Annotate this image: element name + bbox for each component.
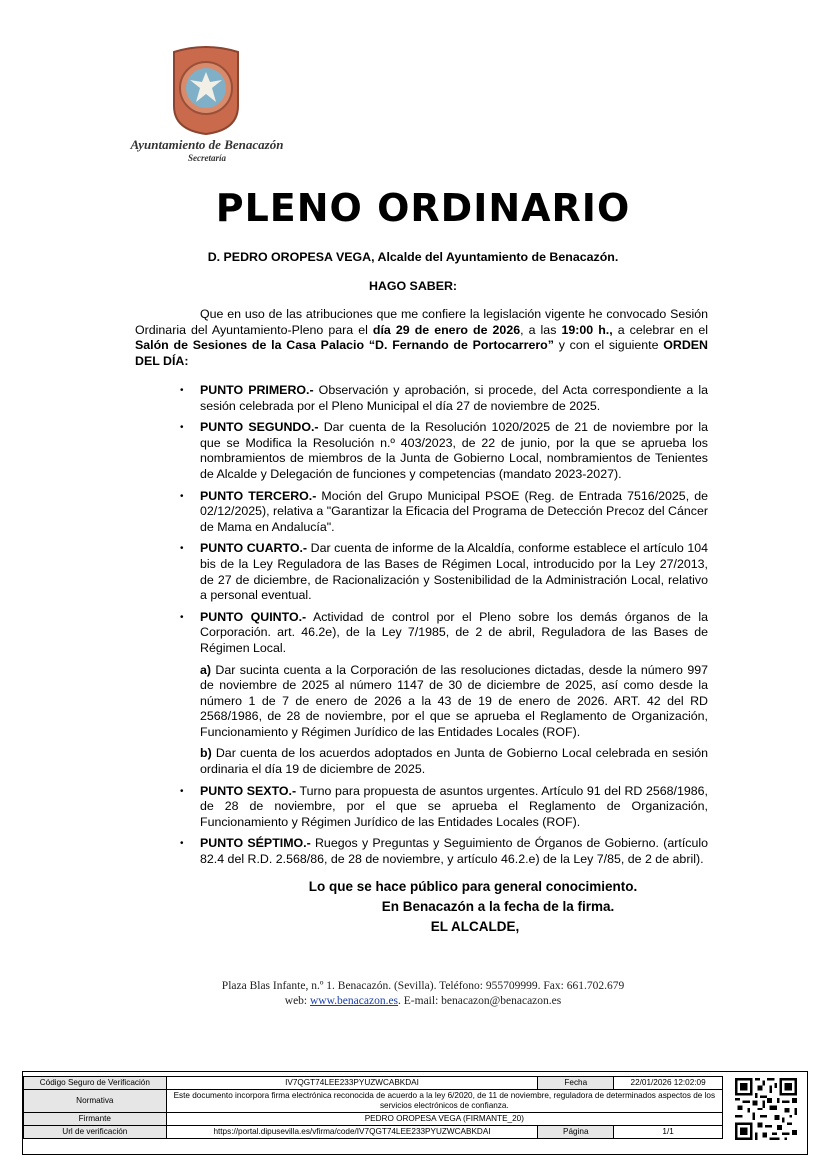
website-link[interactable]: www.benacazon.es [310,995,399,1007]
bullet-icon: • [180,490,184,502]
firmante-label: Firmante [24,1113,167,1126]
bullet-icon: • [180,611,184,623]
bullet-icon: • [180,785,184,797]
fecha-label: Fecha [538,1077,614,1090]
agenda-list [180,383,708,874]
agenda-subitem-b: b) Dar cuenta de los acuerdos adoptados en Junta de Gobierno Local celebrada en sesión ordinaria el día 19 de diciembre de 2025. [200,746,708,777]
intro-paragraph: Que en uso de las atribuciones que me confiere la legislación vigente he convocado Sesión Ordinaria del Ayuntamiento-Pleno para el día 29 de enero de 2026, a las 19:00 h., a celebrar en el Salón de Sesiones de la Casa Palacio “D. Fernando de Portocarrero” y con el siguiente ORDEN DEL DÍA: [135,307,708,368]
org-name: Ayuntamiento de Benacazón [130,137,284,152]
closing-line-1: Lo que se hace público para general conocimiento. [308,879,638,894]
firmante-value: PEDRO OROPESA VEGA (FIRMANTE_20) [166,1113,722,1126]
address-line: Plaza Blas Infante, n.º 1. Benacazón. (Sevilla). Teléfono: 955709999. Fax: 661.702.679 [221,980,625,992]
csv-label: Código Seguro de Verificación [24,1077,167,1090]
pagina-label: Página [538,1126,614,1139]
agenda-item: • PUNTO SÉPTIMO.- Ruegos y Preguntas y Seguimiento de Órganos de Gobierno. (artículo 82.4 del R.D. 2.568/86, de 28 de noviembre, y artículo 46.2.e) de la Ley 7/85, de 2 de abril). [180,836,708,867]
qr-code-icon [735,1078,797,1140]
url-value[interactable]: https://portal.dipusevilla.es/vfirma/code/IV7QGT74LEE233PYUZWCABKDAI [166,1126,538,1139]
agenda-item: • PUNTO CUARTO.- Dar cuenta de informe de la Alcaldía, conforme establece el artículo 104 bis de la Ley Reguladora de las Bases de Régimen Local, introducido por la Ley 27/2013, de 27 de diciembre, de Racionalización y Sostenibilidad de la Administración Local, relativo a personal eventual. [180,541,709,603]
fecha-value: 22/01/2026 12:02:09 [614,1077,723,1090]
hago-saber-heading: HAGO SABER: [368,279,458,293]
municipal-seal-logo [170,46,242,136]
bullet-icon: • [180,422,184,434]
csv-value: IV7QGT74LEE233PYUZWCABKDAI [166,1077,538,1090]
contact-line: web: www.benacazon.es. E-mail: benacazon@benacazon.es [284,995,562,1007]
document-title: PLENO ORDINARIO [215,186,631,230]
bullet-icon: • [180,385,184,396]
bullet-icon: • [180,543,184,555]
closing-line-2: En Benacazón a la fecha de la firma. [381,899,615,914]
agenda-item: • PUNTO TERCERO.- Moción del Grupo Municipal PSOE (Reg. de Entrada 7516/2025, de 02/12/2025), relativa a "Garantizar la Eficacia del Programa de Detección Precoz del Cáncer de Mama en Andalucía". [180,488,708,534]
normativa-value: Este documento incorpora firma electrónica reconocida de acuerdo a la ley 6/2020, de 11 de noviembre, reguladora de determinados aspectos de los servicios electrónicos de confianza. [166,1090,722,1113]
verification-table [23,1076,723,1139]
pagina-value: 1/1 [614,1126,723,1139]
normativa-label: Normativa [24,1090,167,1113]
agenda-item: • PUNTO PRIMERO.- Observación y aprobación, si procede, del Acta correspondiente a la sesión celebrada por el Pleno Municipal el día 27 de noviembre de 2025. [180,383,708,413]
closing-signature-title: EL ALCALDE, [430,919,520,934]
bullet-icon: • [180,838,184,850]
agenda-subitem-a: a) Dar sucinta cuenta a la Corporación de las resoluciones dictadas, desde la número 997 de noviembre de 2025 al número 1147 de 30 de diciembre de 2025, así como desde la número 1 de 7 de enero de 2026 a la 43 de 19 de enero de 2026. ART. 42 del RD 2568/1986, de 28 de noviembre, por el que se aprueba el Reglamento de Organización, Funcionamiento y Régimen Jurídico de las Entidades Locales (ROF). [200,662,708,739]
url-label: Url de verificación [24,1126,167,1139]
org-subtitle: Secretaría [188,153,226,163]
agenda-item: • PUNTO SEGUNDO.- Dar cuenta de la Resolución 1020/2025 de 21 de noviembre por la que se Modifica la Resolución n.º 403/2023, de 22 de junio, por la que se aprueba los nombramientos de miembros de la Junta de Gobierno Local, nombramientos de Tenientes de Alcalde y Delegación de funciones y competencias (mandato 2023-2027). [180,420,708,481]
mayor-line: D. PEDRO OROPESA VEGA, Alcalde del Ayuntamiento de Benacazón. [207,250,619,264]
agenda-item: • PUNTO SEXTO.- Turno para propuesta de asuntos urgentes. Artículo 91 del RD 2568/1986, de 28 de noviembre, por el que se aprueba el Reglamento de Organización, Funcionamiento y Régimen Jurídico de las Entidades Locales (ROF). [180,783,708,829]
agenda-item: • PUNTO QUINTO.- Actividad de control por el Pleno sobre los demás órganos de la Corporación. art. 46.2e), de la Ley 7/1985, de 2 de abril, Reguladora de las Bases de Régimen Local. a) Dar sucinta cuenta a la Corporación de las resoluciones dictadas, desde la número 997 de noviembre de 2025 al número 1147 de 30 de diciembre de 2025, así como desde la número 1 de 7 de enero de 2026 a la 43 de 19 de enero de 2026. ART. 42 del RD 2568/1986, de 28 de noviembre, por el que se aprueba el Reglamento de Organización, Funcionamiento y Régimen Jurídico de las Entidades Locales (ROF). b) Dar cuenta de los acuerdos adoptados en Junta de Gobierno Local celebrada en sesión ordinaria el día 19 de diciembre de 2025. [180,609,708,777]
